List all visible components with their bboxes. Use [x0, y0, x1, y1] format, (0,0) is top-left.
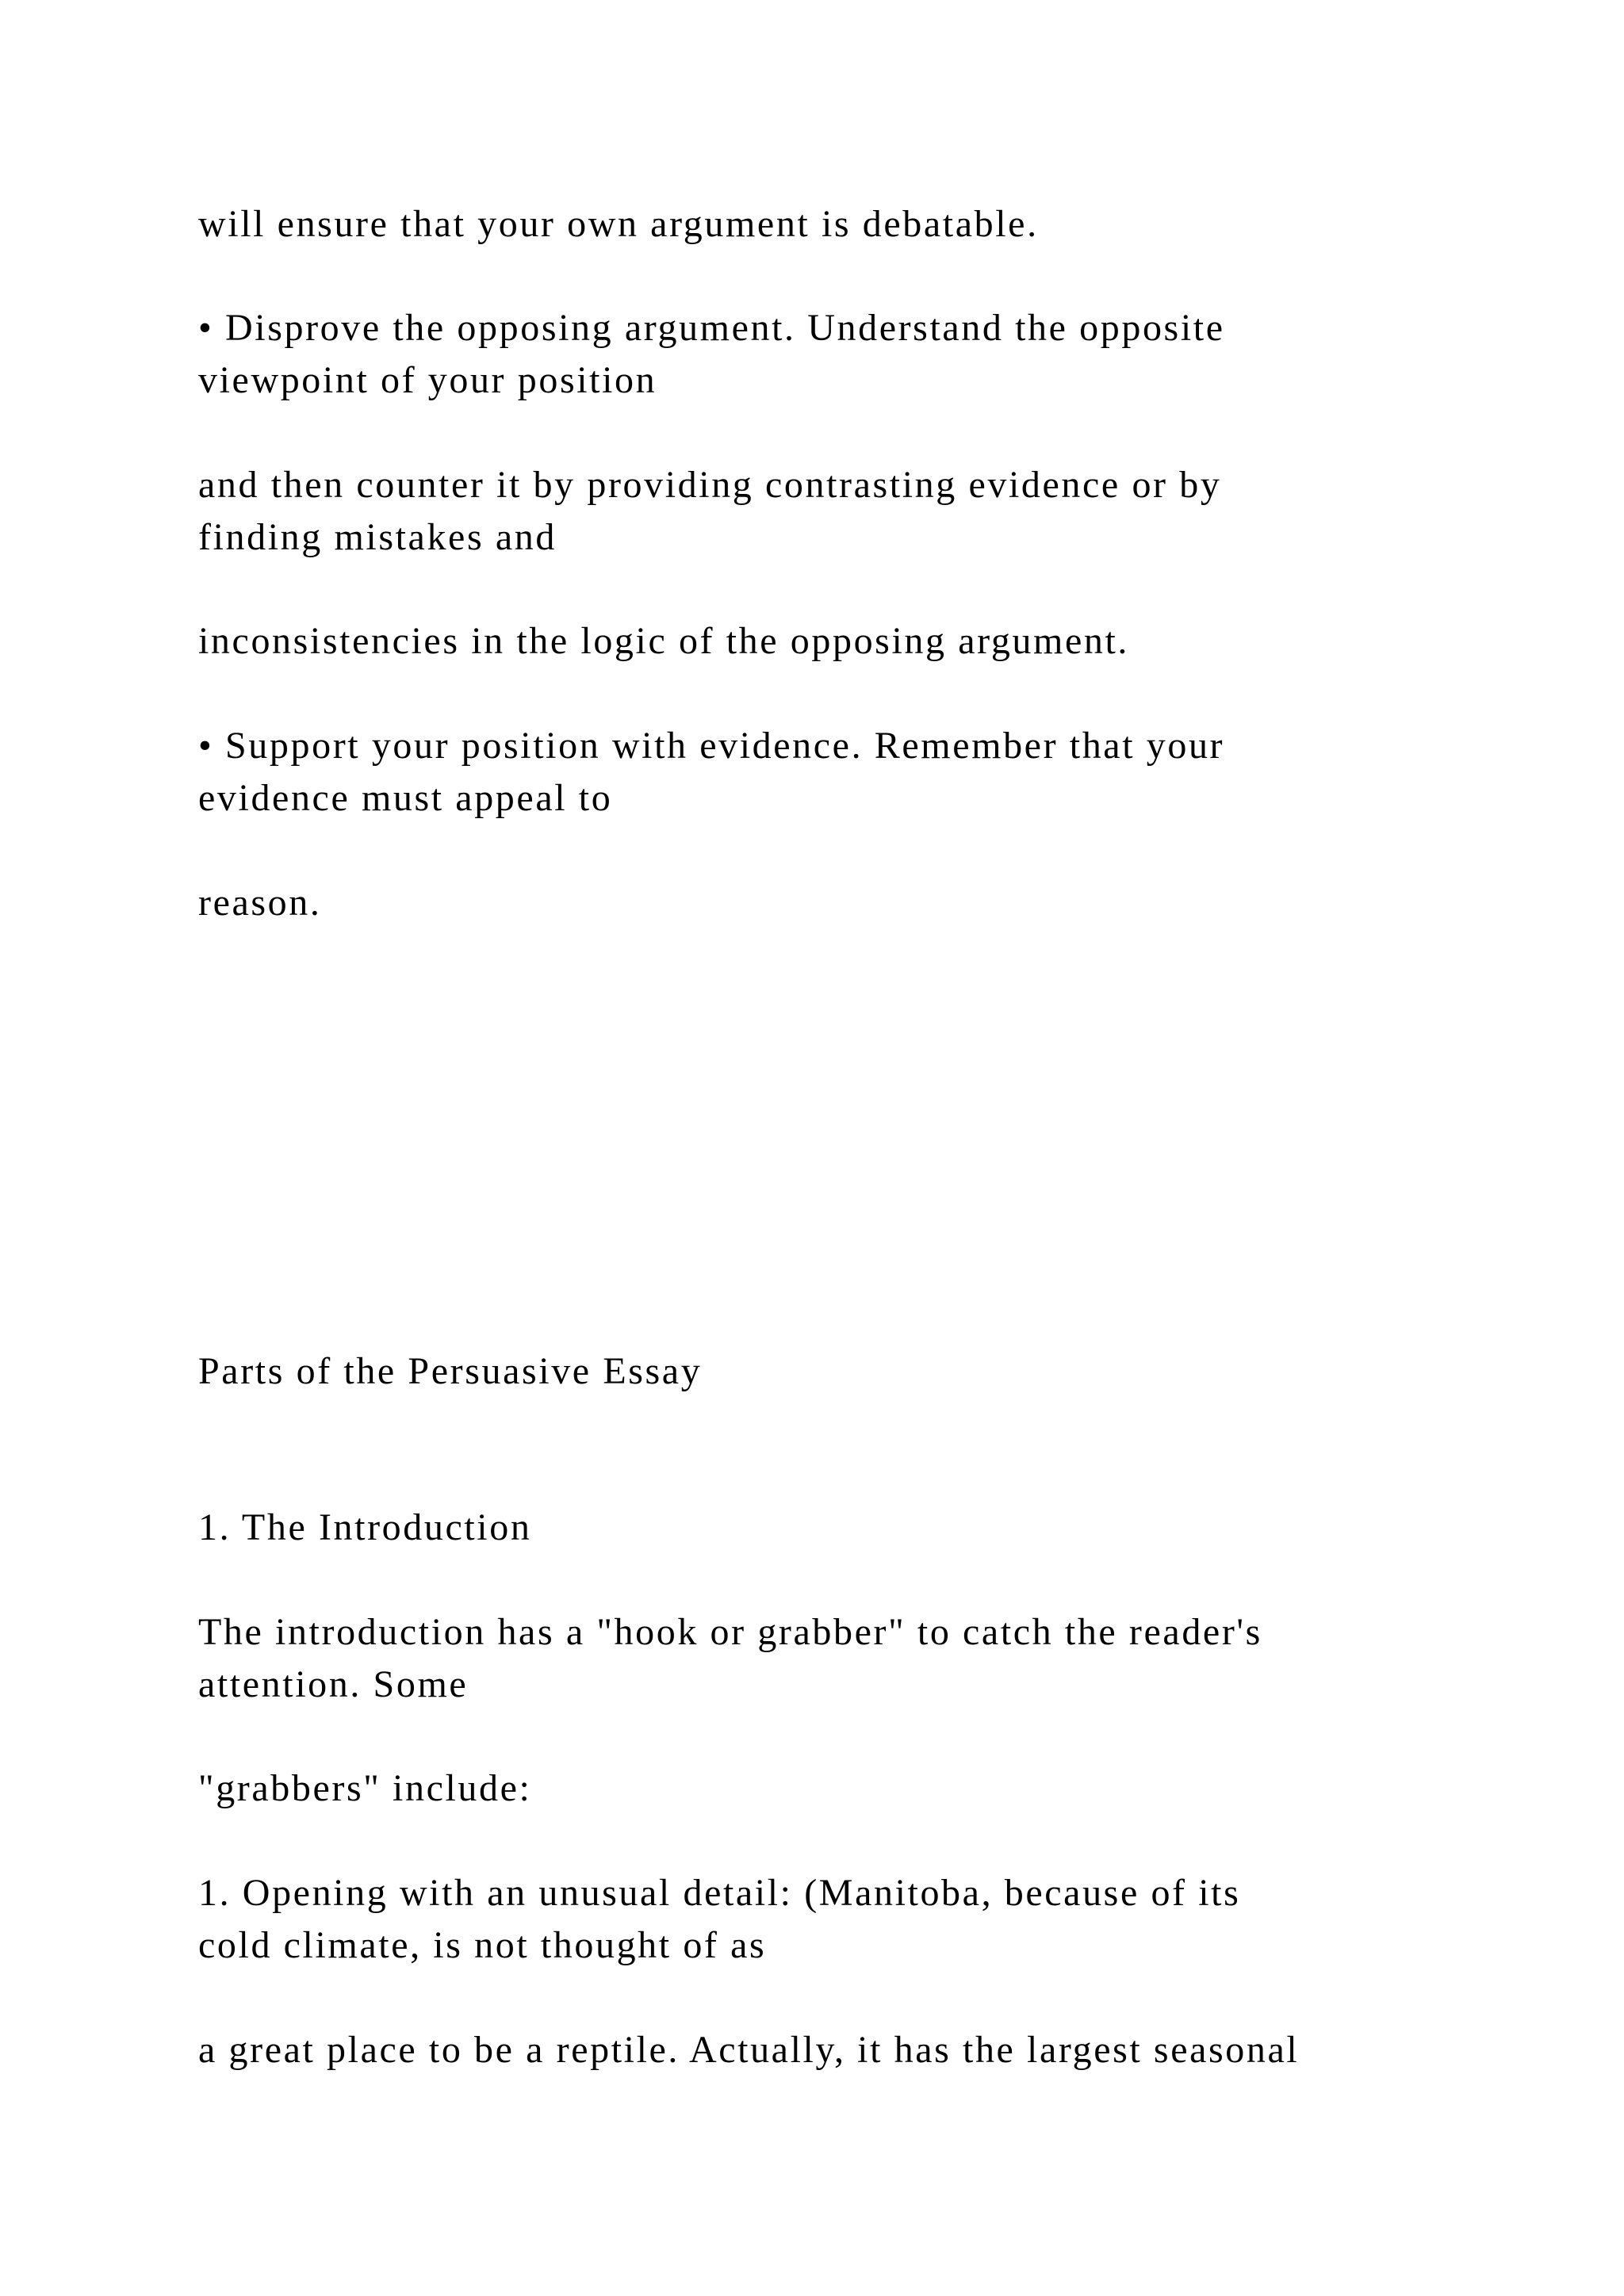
list-item-line: 1. Opening with an unusual detail: (Manitoba, because of its: [198, 1872, 1241, 1914]
bullet-line: • Support your position with evidence. Remember that your: [198, 725, 1225, 767]
text-line: and then counter it by providing contrasting evidence or by: [198, 464, 1222, 506]
subsection-heading: 1. The Introduction: [198, 1506, 532, 1548]
text-line: a great place to be a reptile. Actually, it has the largest seasonal: [198, 2029, 1300, 2071]
text-line: "grabbers" include:: [198, 1767, 532, 1809]
text-line: attention. Some: [198, 1663, 469, 1705]
text-line: reason.: [198, 882, 322, 924]
text-line: cold climate, is not thought of as: [198, 1924, 767, 1966]
section-heading: Parts of the Persuasive Essay: [198, 1350, 703, 1392]
text-line: inconsistencies in the logic of the opposing argument.: [198, 620, 1129, 662]
text-line: finding mistakes and: [198, 516, 557, 558]
text-line: viewpoint of your position: [198, 359, 657, 401]
text-line: evidence must appeal to: [198, 777, 613, 819]
bullet-line: • Disprove the opposing argument. Understand the opposite: [198, 307, 1225, 349]
text-line: will ensure that your own argument is debatable.: [198, 203, 1039, 245]
text-line: The introduction has a "hook or grabber" to catch the reader's: [198, 1611, 1262, 1653]
